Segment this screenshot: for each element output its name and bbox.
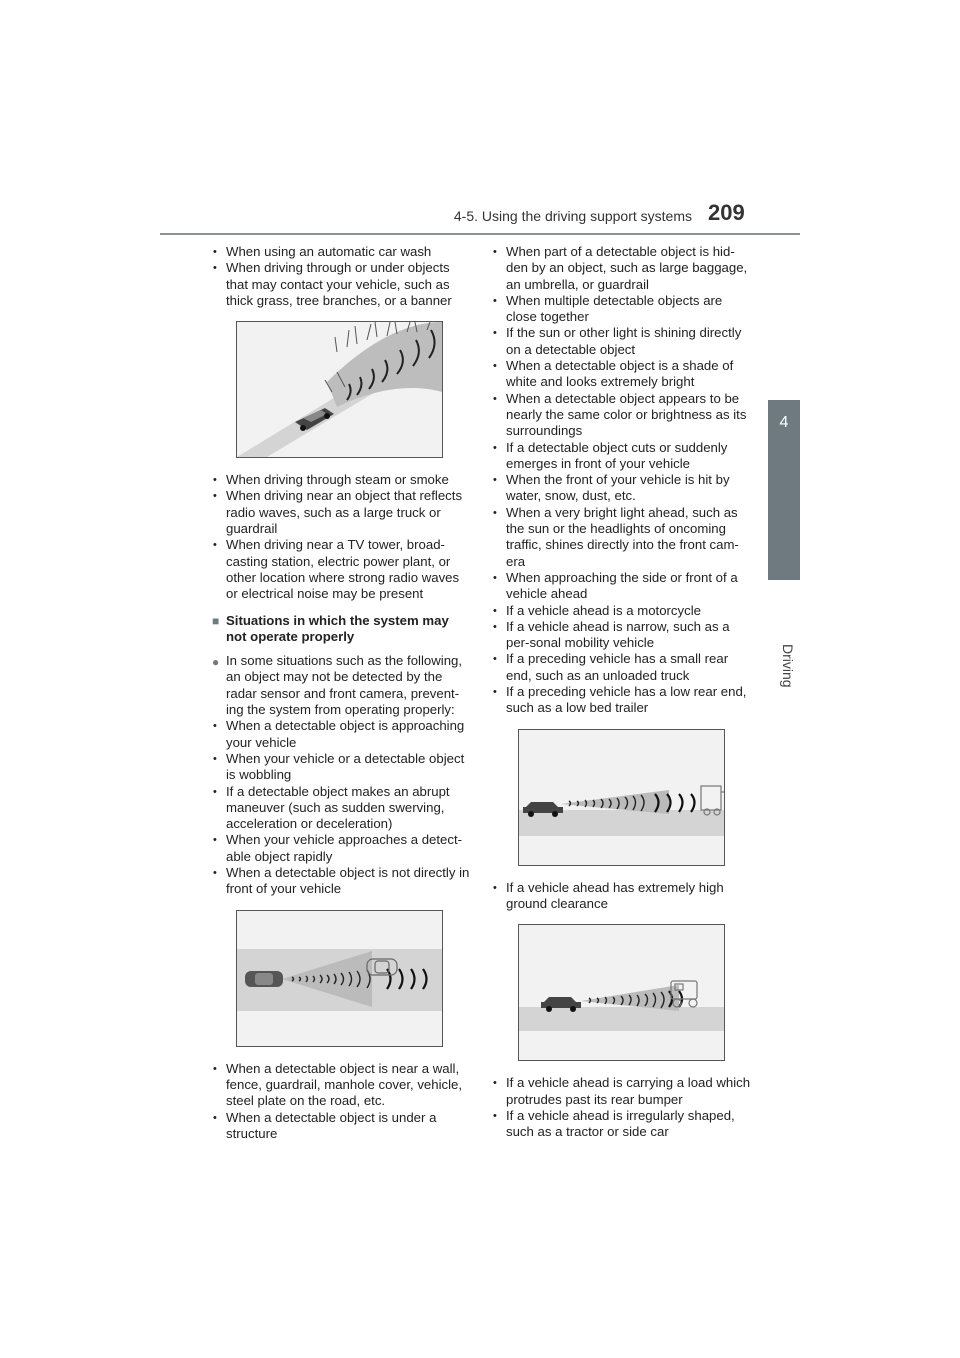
list-item: • If a vehicle ahead is narrow, such as a per-sonal mobility vehicle xyxy=(492,619,754,652)
circle-bullet-icon: ● xyxy=(212,655,220,670)
list-item: • When the front of your vehicle is hit by water, snow, dust, etc. xyxy=(492,472,754,505)
list-item: • If a vehicle ahead is irregularly shaped, such as a tractor or side car xyxy=(492,1108,754,1141)
list-item: • When using an automatic car wash xyxy=(212,244,472,260)
list-item: • If a detectable object cuts or suddenly emerges in front of your vehicle xyxy=(492,440,754,473)
list-item: • When part of a detectable object is hid-den by an object, such as large baggage, an umbrella, or guardrail xyxy=(492,244,754,293)
figure-high-clearance-vehicle xyxy=(518,924,725,1061)
list-item: • When a very bright light ahead, such as the sun or the headlights of oncoming traffic, shines directly into the front cam-era xyxy=(492,505,754,570)
figure-low-bed-trailer xyxy=(518,729,725,866)
list-item: • If a vehicle ahead is a motorcycle xyxy=(492,603,754,619)
section-title: 4-5. Using the driving support systems xyxy=(453,208,692,224)
list-item: • When your vehicle or a detectable object is wobbling xyxy=(212,751,472,784)
list-item: • When a detectable object is near a wall, fence, guardrail, manhole cover, vehicle, steel plate on the road, etc. xyxy=(212,1061,472,1110)
figure-offset-vehicle xyxy=(236,910,443,1047)
list-item: • When a detectable object is a shade of white and looks extremely bright xyxy=(492,358,754,391)
list-item: • When multiple detectable objects are close together xyxy=(492,293,754,326)
list-item: • If a preceding vehicle has a low rear end, such as a low bed trailer xyxy=(492,684,754,717)
left-column xyxy=(212,244,472,1142)
list-item: • When approaching the side or front of a vehicle ahead xyxy=(492,570,754,603)
chapter-number: 4 xyxy=(779,414,789,431)
figure-grass-banner xyxy=(236,321,443,458)
chapter-label: Driving xyxy=(780,644,796,688)
list-item: • If a vehicle ahead has extremely high ground clearance xyxy=(492,880,754,913)
section-heading: ■ Situations in which the system may not operate properly xyxy=(212,612,449,644)
list-item: • When a detectable object is not directly in front of your vehicle xyxy=(212,865,472,898)
list-item: • When your vehicle approaches a detect-able object rapidly xyxy=(212,832,472,865)
list-item: • If a preceding vehicle has a small rear end, such as an unloaded truck xyxy=(492,651,754,684)
list-item: • If the sun or other light is shining directly on a detectable object xyxy=(492,325,754,358)
square-bullet-icon: ■ xyxy=(212,613,220,628)
chapter-tab[interactable] xyxy=(768,400,800,580)
right-column xyxy=(492,244,754,1140)
list-item: • When a detectable object is under a structure xyxy=(212,1110,472,1143)
list-item: • If a vehicle ahead is carrying a load which protrudes past its rear bumper xyxy=(492,1075,754,1108)
intro-paragraph: ● In some situations such as the following, an object may not be detected by the radar sensor and front camera, prevent-ing the system from operating properly: xyxy=(212,653,463,718)
page-number: 209 xyxy=(708,200,745,225)
list-item: • When a detectable object appears to be nearly the same color or brightness as its surroundings xyxy=(492,391,754,440)
list-item: • When driving near an object that reflects radio waves, such as a large truck or guardrail xyxy=(212,488,472,537)
list-item: • When a detectable object is approaching your vehicle xyxy=(212,718,472,751)
list-item: • If a detectable object makes an abrupt maneuver (such as sudden swerving, acceleration or deceleration) xyxy=(212,784,472,833)
list-item: • When driving near a TV tower, broad-casting station, electric power plant, or other location where strong radio waves or electrical noise may be present xyxy=(212,537,472,602)
list-item: • When driving through or under objects that may contact your vehicle, such as thick grass, tree branches, or a banner xyxy=(212,260,472,309)
list-item: • When driving through steam or smoke xyxy=(212,472,472,488)
header-rule xyxy=(160,233,800,235)
